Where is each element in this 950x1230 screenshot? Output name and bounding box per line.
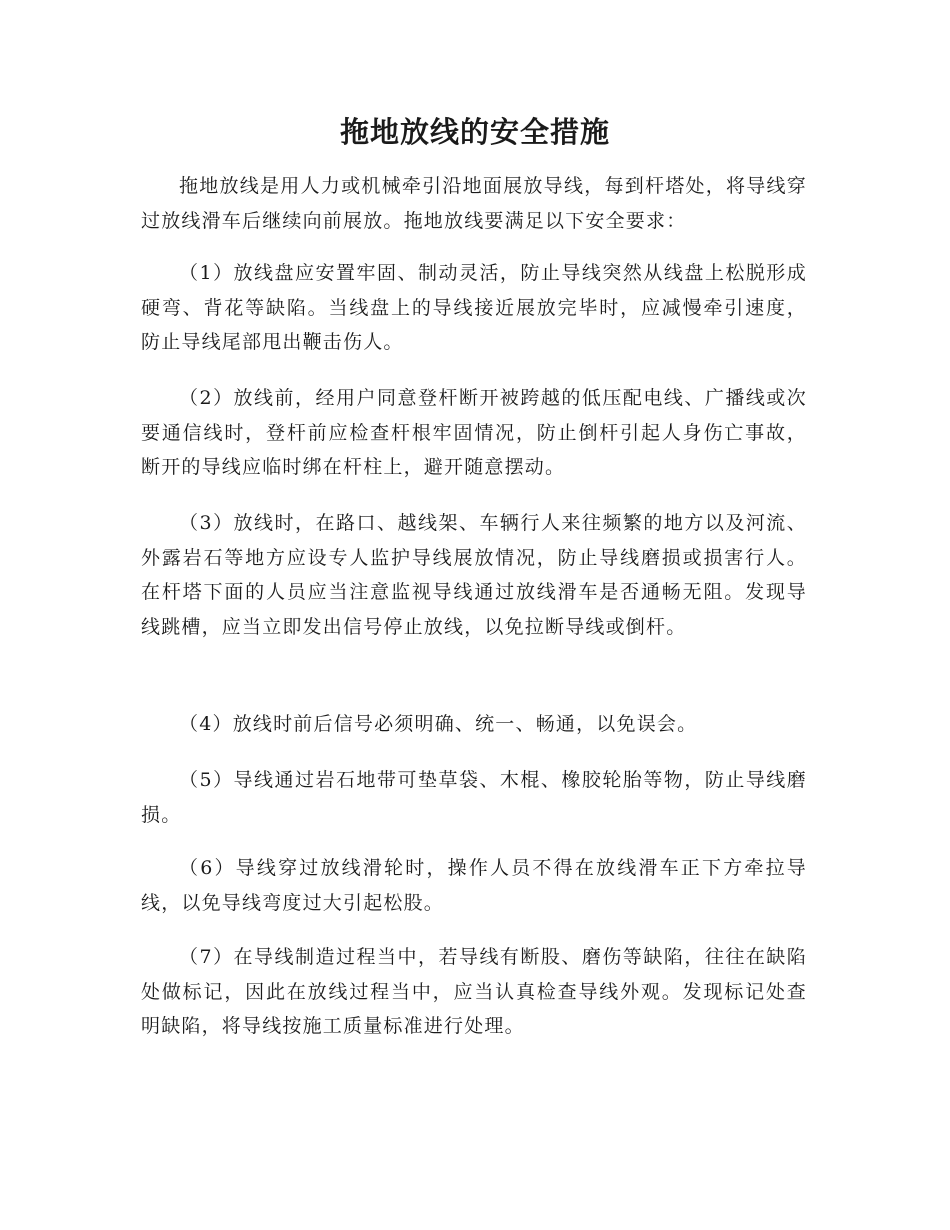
document-title: 拖地放线的安全措施	[339, 115, 610, 149]
paragraph-item-5: （5）导线通过岩石地带可垫草袋、木棍、橡胶轮胎等物，防止导线磨损。	[141, 769, 807, 826]
paragraph-item-2: （2）放线前，经用户同意登杆断开被跨越的低压配电线、广播线或次要通信线时，登杆前应检查杆根牢固情况，防止倒杆引起人身伤亡事故，断开的导线应临时绑在杆柱上，避开随意摆动。	[141, 387, 807, 478]
paragraph-intro: 拖地放线是用人力或机械牵引沿地面展放导线，每到杆塔处，将导线穿过放线滑车后继续向前展放。拖地放线要满足以下安全要求：	[141, 175, 807, 232]
paragraph-item-1: （1）放线盘应安置牢固、制动灵活，防止导线突然从线盘上松脱形成硬弯、背花等缺陷。当线盘上的导线接近展放完毕时，应减慢牵引速度，防止导线尾部甩出鞭击伤人。	[141, 262, 807, 353]
paragraph-item-6: （6）导线穿过放线滑轮时，操作人员不得在放线滑车正下方牵拉导线，以免导线弯度过大引起松股。	[141, 857, 807, 914]
paragraph-item-7: （7）在导线制造过程当中，若导线有断股、磨伤等缺陷，往往在缺陷处做标记，因此在放线过程当中，应当认真检查导线外观。发现标记处查明缺陷，将导线按施工质量标准进行处理。	[141, 946, 807, 1037]
paragraph-item-4: （4）放线时前后信号必须明确、统一、畅通，以免误会。	[179, 713, 698, 735]
paragraph-item-3: （3）放线时，在路口、越线架、车辆行人来往频繁的地方以及河流、外露岩石等地方应设专人监护导线展放情况，防止导线磨损或损害行人。在杆塔下面的人员应当注意监视导线通过放线滑车是否通畅无阻。发现导线跳槽，应当立即发出信号停止放线，以免拉断导线或倒杆。	[141, 512, 807, 638]
